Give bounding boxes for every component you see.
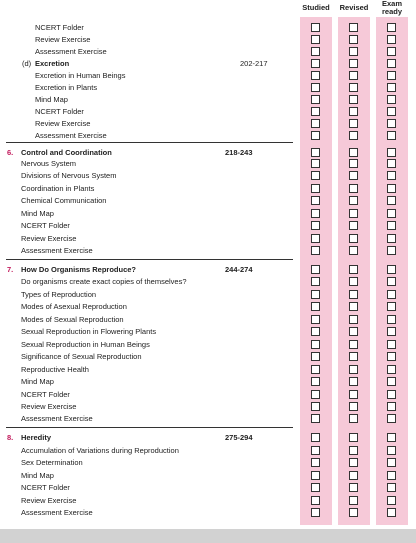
studied-checkbox[interactable]	[311, 131, 320, 140]
chapter-divider	[6, 142, 293, 143]
revised-checkbox[interactable]	[349, 71, 358, 80]
revised-checkbox[interactable]	[349, 107, 358, 116]
topic-label: Significance of Sexual Reproduction	[21, 352, 142, 361]
exam-ready-checkbox[interactable]	[387, 47, 396, 56]
exam-ready-checkbox[interactable]	[387, 365, 396, 374]
topic-row	[0, 445, 416, 457]
revised-checkbox[interactable]	[349, 171, 358, 180]
page-range: 218-243	[225, 148, 253, 157]
studied-checkbox[interactable]	[311, 277, 320, 286]
topic-label: Assessment Exercise	[21, 414, 93, 423]
topic-label: Review Exercise	[21, 496, 77, 505]
topic-row	[0, 276, 416, 288]
topic-row	[0, 482, 416, 494]
topic-label: Reproductive Health	[21, 365, 89, 374]
revised-checkbox[interactable]	[349, 246, 358, 255]
exam-ready-checkbox[interactable]	[387, 209, 396, 218]
topic-row	[0, 220, 416, 232]
exam-ready-checkbox[interactable]	[387, 508, 396, 517]
exam-ready-checkbox[interactable]	[387, 184, 396, 193]
revised-checkbox[interactable]	[349, 458, 358, 467]
revised-checkbox[interactable]	[349, 433, 358, 442]
topic-row	[0, 34, 416, 46]
studied-checkbox[interactable]	[311, 433, 320, 442]
exam-ready-checkbox[interactable]	[387, 327, 396, 336]
studied-checkbox[interactable]	[311, 148, 320, 157]
topic-label: NCERT Folder	[35, 107, 84, 116]
studied-checkbox[interactable]	[311, 184, 320, 193]
revised-checkbox[interactable]	[349, 377, 358, 386]
studied-checkbox[interactable]	[311, 446, 320, 455]
exam-ready-checkbox[interactable]	[387, 458, 396, 467]
revised-checkbox[interactable]	[349, 196, 358, 205]
topic-row	[0, 507, 416, 519]
topic-row	[0, 130, 416, 142]
studied-checkbox[interactable]	[311, 209, 320, 218]
studied-checkbox[interactable]	[311, 402, 320, 411]
topic-label: Divisions of Nervous System	[21, 171, 117, 180]
topic-row	[0, 158, 416, 170]
exam-ready-checkbox[interactable]	[387, 171, 396, 180]
topic-label: Assessment Exercise	[35, 47, 107, 56]
topic-row	[0, 94, 416, 106]
studied-checkbox[interactable]	[311, 107, 320, 116]
revised-checkbox[interactable]	[349, 446, 358, 455]
header-revised: Revised	[339, 3, 369, 12]
studied-checkbox[interactable]	[311, 352, 320, 361]
exam-ready-checkbox[interactable]	[387, 148, 396, 157]
exam-ready-checkbox[interactable]	[387, 446, 396, 455]
exam-ready-checkbox[interactable]	[387, 119, 396, 128]
topic-row	[0, 22, 416, 34]
topic-row	[0, 326, 416, 338]
exam-ready-checkbox[interactable]	[387, 246, 396, 255]
topic-label: NCERT Folder	[35, 23, 84, 32]
chapter-number: 7.	[7, 265, 14, 274]
exam-ready-checkbox[interactable]	[387, 471, 396, 480]
topic-label: Sex Determination	[21, 458, 83, 467]
exam-ready-checkbox[interactable]	[387, 131, 396, 140]
topic-row	[0, 364, 416, 376]
studied-checkbox[interactable]	[311, 47, 320, 56]
studied-checkbox[interactable]	[311, 458, 320, 467]
topic-label: Chemical Communication	[21, 196, 107, 205]
studied-checkbox[interactable]	[311, 95, 320, 104]
exam-ready-checkbox[interactable]	[387, 23, 396, 32]
exam-ready-checkbox[interactable]	[387, 315, 396, 324]
studied-checkbox[interactable]	[311, 340, 320, 349]
topic-label: Assessment Exercise	[35, 131, 107, 140]
topic-row	[0, 389, 416, 401]
studied-checkbox[interactable]	[311, 119, 320, 128]
revised-checkbox[interactable]	[349, 265, 358, 274]
topic-row	[0, 170, 416, 182]
exam-ready-checkbox[interactable]	[387, 277, 396, 286]
topic-row	[0, 118, 416, 130]
topic-row	[0, 457, 416, 469]
revised-checkbox[interactable]	[349, 508, 358, 517]
studied-checkbox[interactable]	[311, 483, 320, 492]
studied-checkbox[interactable]	[311, 327, 320, 336]
revised-checkbox[interactable]	[349, 148, 358, 157]
revised-checkbox[interactable]	[349, 402, 358, 411]
revised-checkbox[interactable]	[349, 35, 358, 44]
exam-ready-checkbox[interactable]	[387, 377, 396, 386]
chapter-row	[0, 432, 416, 444]
revised-checkbox[interactable]	[349, 390, 358, 399]
topic-row	[0, 351, 416, 363]
topic-row	[0, 401, 416, 413]
topic-label: Excretion in Plants	[35, 83, 98, 92]
exam-ready-checkbox[interactable]	[387, 83, 396, 92]
studied-checkbox[interactable]	[311, 496, 320, 505]
studied-checkbox[interactable]	[311, 471, 320, 480]
studied-checkbox[interactable]	[311, 390, 320, 399]
topic-label: NCERT Folder	[21, 221, 70, 230]
chapter-row	[0, 264, 416, 276]
topic-row	[0, 106, 416, 118]
studied-checkbox[interactable]	[311, 171, 320, 180]
revised-checkbox[interactable]	[349, 23, 358, 32]
topic-row	[0, 70, 416, 82]
studied-checkbox[interactable]	[311, 315, 320, 324]
exam-ready-checkbox[interactable]	[387, 483, 396, 492]
exam-ready-checkbox[interactable]	[387, 95, 396, 104]
revised-checkbox[interactable]	[349, 365, 358, 374]
exam-ready-checkbox[interactable]	[387, 340, 396, 349]
topic-row	[0, 301, 416, 313]
studied-checkbox[interactable]	[311, 234, 320, 243]
studied-checkbox[interactable]	[311, 265, 320, 274]
revised-checkbox[interactable]	[349, 131, 358, 140]
topic-label: Review Exercise	[21, 234, 77, 243]
topic-row	[0, 183, 416, 195]
studied-checkbox[interactable]	[311, 246, 320, 255]
studied-checkbox[interactable]	[311, 159, 320, 168]
chapter-divider	[6, 427, 293, 428]
header-exam-ready: Exam ready	[381, 0, 402, 16]
topic-label: Modes of Sexual Reproduction	[21, 315, 124, 324]
revised-checkbox[interactable]	[349, 290, 358, 299]
exam-ready-checkbox[interactable]	[387, 402, 396, 411]
revised-checkbox[interactable]	[349, 95, 358, 104]
revised-checkbox[interactable]	[349, 83, 358, 92]
topic-label: Assessment Exercise	[21, 246, 93, 255]
exam-ready-checkbox[interactable]	[387, 71, 396, 80]
topic-label: NCERT Folder	[21, 390, 70, 399]
topic-label: Types of Reproduction	[21, 290, 97, 299]
studied-checkbox[interactable]	[311, 290, 320, 299]
revised-checkbox[interactable]	[349, 327, 358, 336]
exam-ready-checkbox[interactable]	[387, 35, 396, 44]
exam-ready-checkbox[interactable]	[387, 159, 396, 168]
topic-label: Coordination in Plants	[21, 184, 95, 193]
studied-checkbox[interactable]	[311, 508, 320, 517]
revised-checkbox[interactable]	[349, 340, 358, 349]
chapter-number: 6.	[7, 148, 14, 157]
topic-row	[0, 470, 416, 482]
revised-checkbox[interactable]	[349, 277, 358, 286]
topic-label: Mind Map	[21, 471, 54, 480]
chapter-title: Control and Coordination	[21, 148, 112, 157]
topic-row	[0, 314, 416, 326]
topic-label: Sexual Reproduction in Human Beings	[21, 340, 150, 349]
topic-row	[0, 195, 416, 207]
topic-row	[0, 82, 416, 94]
topic-label: Nervous System	[21, 159, 77, 168]
topic-row	[0, 208, 416, 220]
topic-label: Do organisms create exact copies of themselves?	[21, 277, 187, 286]
exam-ready-checkbox[interactable]	[387, 107, 396, 116]
chapter-number: 8.	[7, 433, 14, 442]
topic-row	[0, 233, 416, 245]
studied-checkbox[interactable]	[311, 302, 320, 311]
topic-label: Mind Map	[35, 95, 68, 104]
studied-checkbox[interactable]	[311, 23, 320, 32]
topic-label: Modes of Asexual Reproduction	[21, 302, 127, 311]
topic-label: Mind Map	[21, 209, 54, 218]
revised-checkbox[interactable]	[349, 47, 358, 56]
topic-label: Review Exercise	[21, 402, 77, 411]
exam-ready-checkbox[interactable]	[387, 265, 396, 274]
revised-checkbox[interactable]	[349, 221, 358, 230]
exam-ready-checkbox[interactable]	[387, 433, 396, 442]
exam-ready-checkbox[interactable]	[387, 234, 396, 243]
revised-checkbox[interactable]	[349, 209, 358, 218]
revised-checkbox[interactable]	[349, 471, 358, 480]
exam-ready-checkbox[interactable]	[387, 221, 396, 230]
exam-ready-checkbox[interactable]	[387, 196, 396, 205]
header-studied: Studied	[302, 3, 330, 12]
studied-checkbox[interactable]	[311, 71, 320, 80]
revised-checkbox[interactable]	[349, 119, 358, 128]
topic-row	[0, 339, 416, 351]
section-letter: (d)	[22, 59, 32, 68]
topic-label: Excretion in Human Beings	[35, 71, 126, 80]
chapter-title: Heredity	[21, 433, 52, 442]
exam-ready-checkbox[interactable]	[387, 414, 396, 423]
topic-label: NCERT Folder	[21, 483, 70, 492]
revised-checkbox[interactable]	[349, 483, 358, 492]
exam-ready-checkbox[interactable]	[387, 290, 396, 299]
page-range: 244-274	[225, 265, 253, 274]
studied-checkbox[interactable]	[311, 414, 320, 423]
topic-row	[0, 245, 416, 257]
section-row	[0, 58, 416, 70]
topic-label: Sexual Reproduction in Flowering Plants	[21, 327, 157, 336]
topic-row	[0, 289, 416, 301]
topic-label: Review Exercise	[35, 119, 91, 128]
revised-checkbox[interactable]	[349, 184, 358, 193]
topic-label: Assessment Exercise	[21, 508, 93, 517]
revised-checkbox[interactable]	[349, 315, 358, 324]
exam-ready-checkbox[interactable]	[387, 390, 396, 399]
studied-checkbox[interactable]	[311, 196, 320, 205]
studied-checkbox[interactable]	[311, 59, 320, 68]
studied-checkbox[interactable]	[311, 35, 320, 44]
chapter-divider	[6, 259, 293, 260]
studied-checkbox[interactable]	[311, 83, 320, 92]
revised-checkbox[interactable]	[349, 302, 358, 311]
topic-row	[0, 413, 416, 425]
topic-label: Review Exercise	[35, 35, 91, 44]
exam-ready-checkbox[interactable]	[387, 59, 396, 68]
exam-ready-checkbox[interactable]	[387, 352, 396, 361]
page-range: 202-217	[240, 59, 268, 68]
topic-label: Mind Map	[21, 377, 54, 386]
revised-checkbox[interactable]	[349, 414, 358, 423]
revised-checkbox[interactable]	[349, 352, 358, 361]
revised-checkbox[interactable]	[349, 496, 358, 505]
revised-checkbox[interactable]	[349, 159, 358, 168]
topic-label: Accumulation of Variations during Reproduction	[21, 446, 179, 455]
footer-band	[0, 529, 416, 543]
page-range: 275-294	[225, 433, 253, 442]
exam-ready-checkbox[interactable]	[387, 302, 396, 311]
studied-checkbox[interactable]	[311, 221, 320, 230]
topic-row	[0, 495, 416, 507]
chapter-title: How Do Organisms Reproduce?	[21, 265, 137, 274]
topic-row	[0, 376, 416, 388]
revised-checkbox[interactable]	[349, 234, 358, 243]
topic-row	[0, 46, 416, 58]
studied-checkbox[interactable]	[311, 365, 320, 374]
studied-checkbox[interactable]	[311, 377, 320, 386]
exam-ready-checkbox[interactable]	[387, 496, 396, 505]
revised-checkbox[interactable]	[349, 59, 358, 68]
section-title: Excretion	[35, 59, 70, 68]
